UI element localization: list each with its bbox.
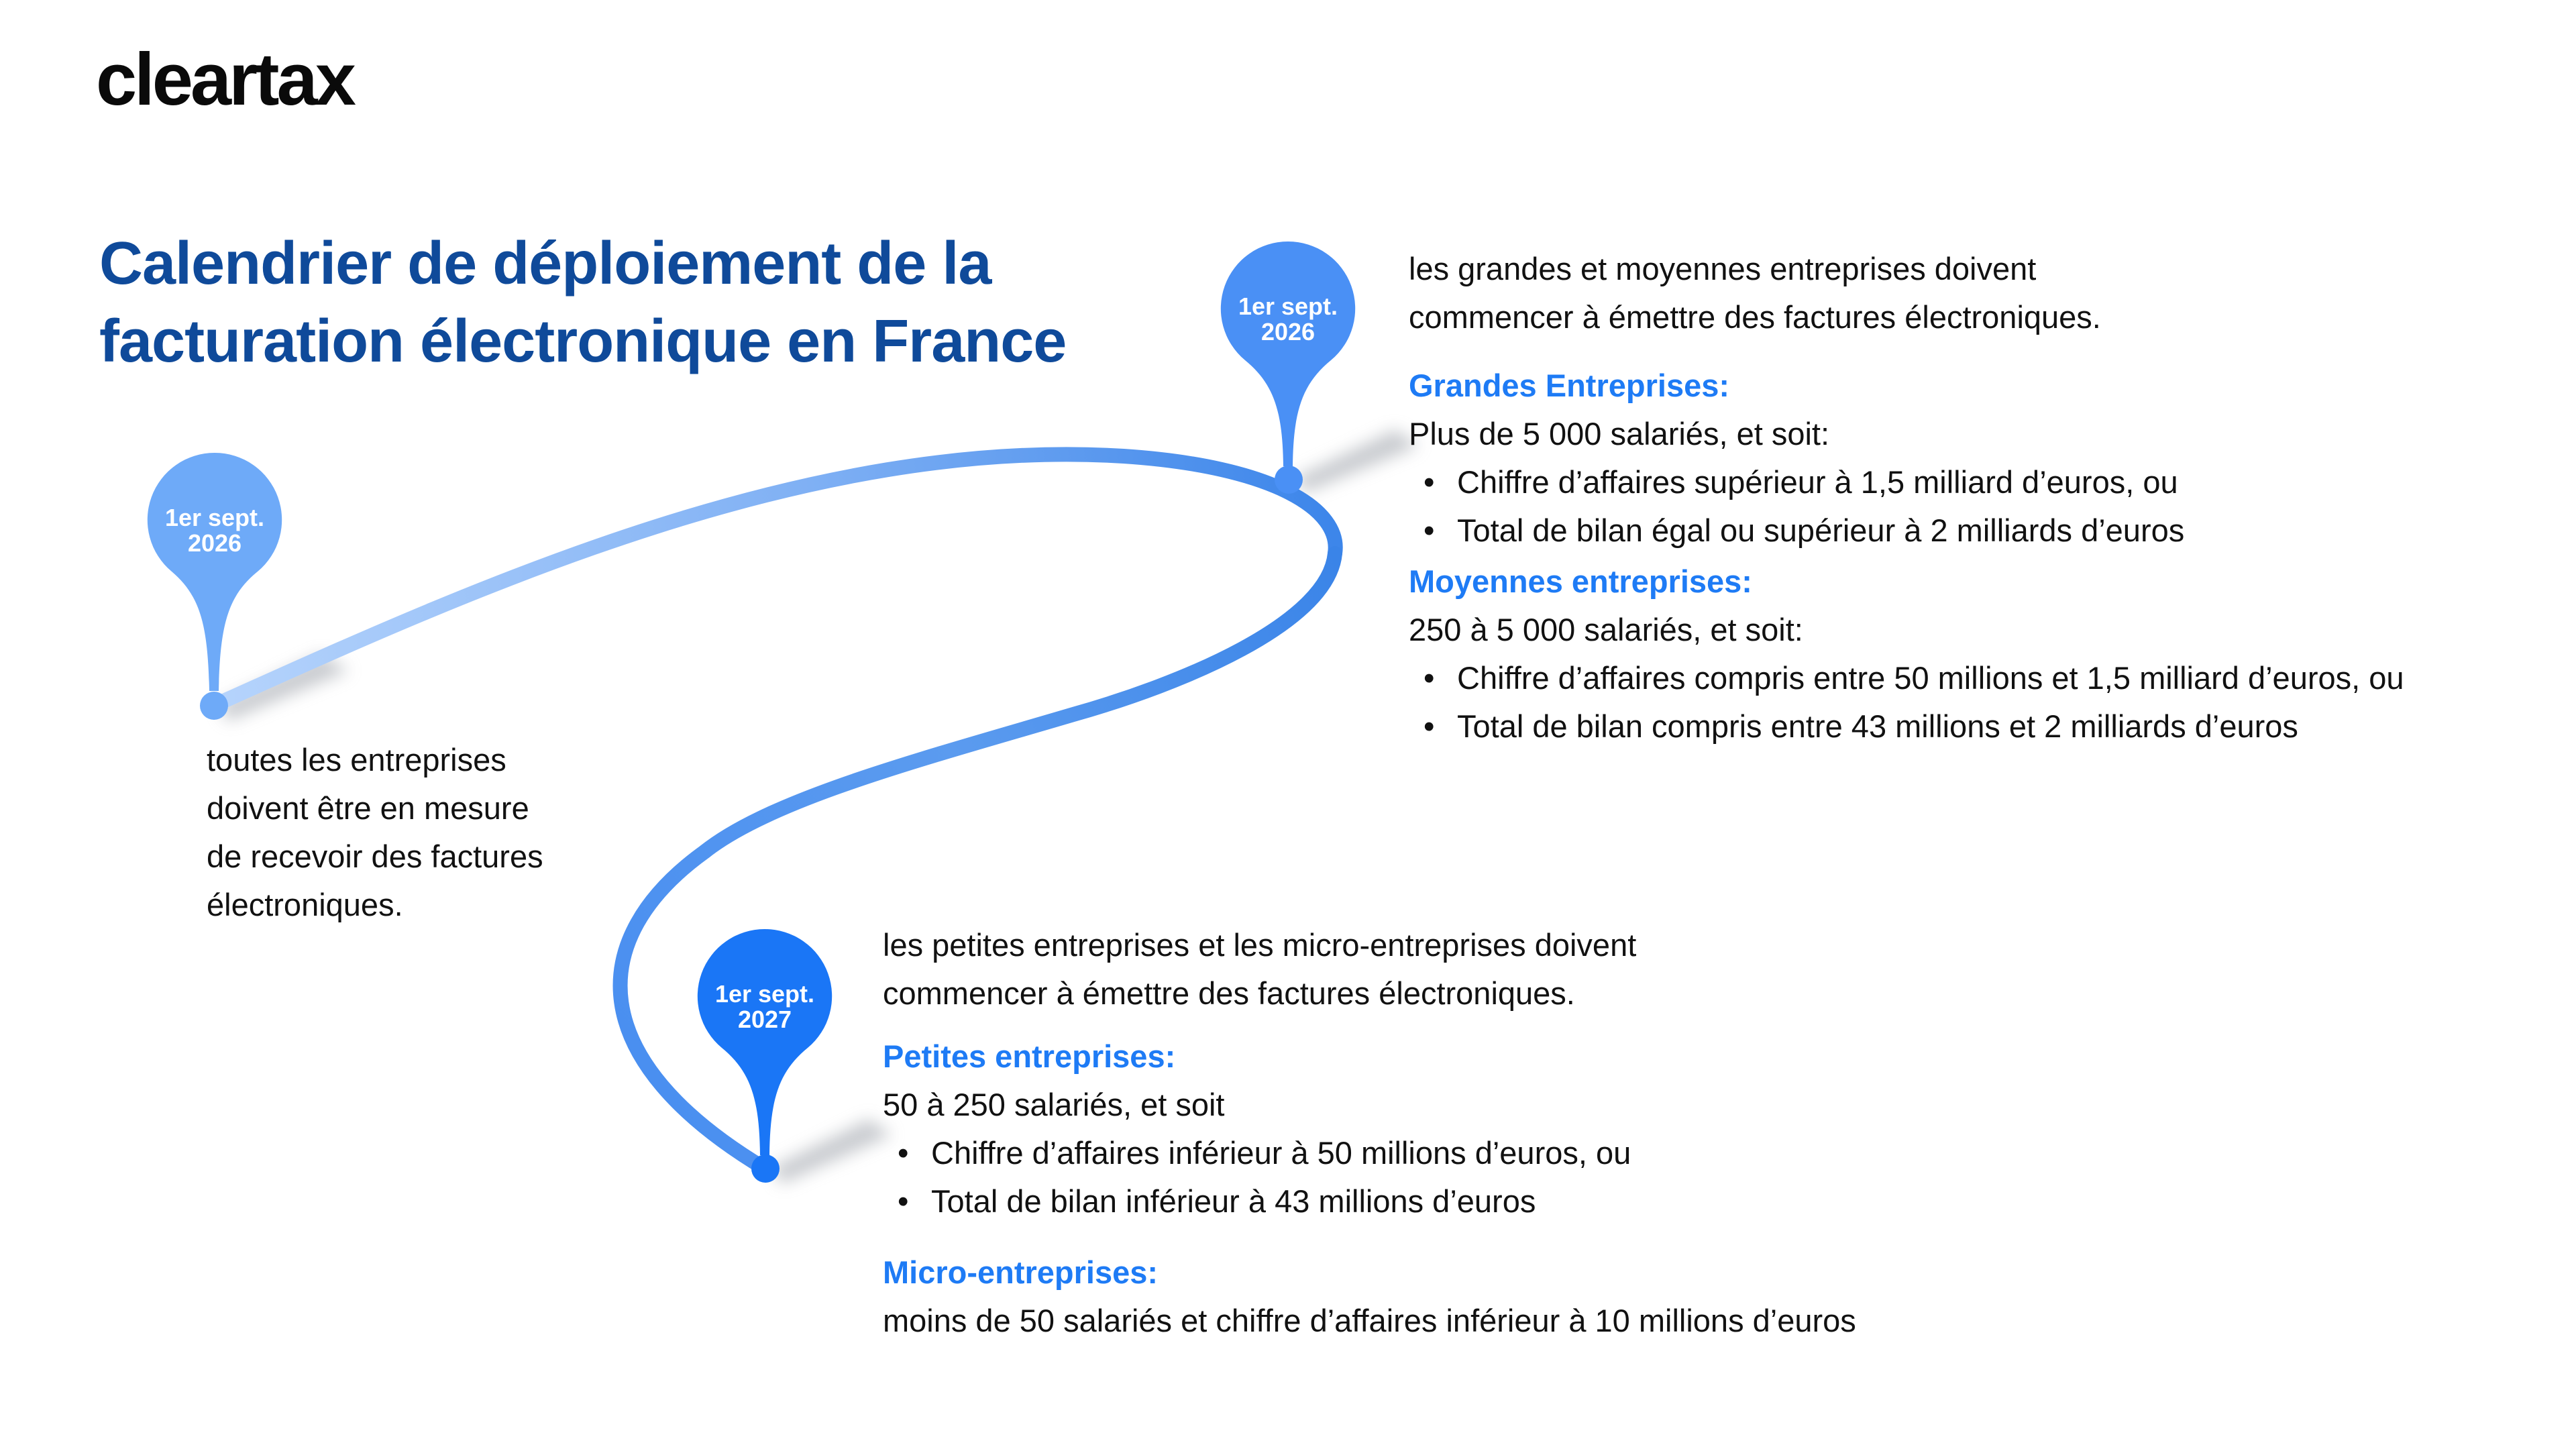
bullet-item bbox=[1409, 702, 2404, 751]
intro-line: les petites entreprises et les micro-entreprises doivent bbox=[883, 927, 1637, 963]
bullet-item bbox=[883, 1177, 1856, 1226]
category-criteria: 50 à 250 salariés, et soit bbox=[883, 1087, 1225, 1122]
category-bullets bbox=[1409, 458, 2404, 555]
bullet-item bbox=[1409, 654, 2404, 702]
cleartax-logo: cleartax bbox=[96, 38, 354, 121]
pin-2-date-line-1: 1er sept. bbox=[1238, 292, 1338, 320]
bullet-text: Total de bilan inférieur à 43 millions d’euros bbox=[931, 1183, 1536, 1219]
bullet-text: Total de bilan compris entre 43 millions et 2 milliards d’euros bbox=[1457, 708, 2298, 744]
pin-3-date-line-1: 1er sept. bbox=[714, 980, 815, 1008]
timeline-path-upper bbox=[213, 454, 1336, 706]
description-line: doivent être en mesure bbox=[207, 790, 529, 826]
bullet-text: Total de bilan égal ou supérieur à 2 milliards d’euros bbox=[1457, 513, 2185, 548]
milestone-3-description bbox=[883, 921, 1856, 1345]
bullet-item bbox=[1409, 506, 2404, 555]
description-line: de recevoir des factures bbox=[207, 839, 543, 874]
intro-line: les grandes et moyennes entreprises doivent bbox=[1409, 251, 2037, 286]
bullet-text: Chiffre d’affaires supérieur à 1,5 milliard d’euros, ou bbox=[1457, 464, 2178, 500]
description-line: toutes les entreprises bbox=[207, 742, 506, 777]
intro-line: commencer à émettre des factures électroniques. bbox=[883, 975, 1575, 1011]
pin-2-date-line-2: 2026 bbox=[1260, 318, 1316, 345]
category-bullets bbox=[883, 1129, 1856, 1226]
category-heading-petites: Petites entreprises: bbox=[883, 1038, 1176, 1074]
pin-3-date-line-2: 2027 bbox=[737, 1006, 792, 1033]
category-bullets bbox=[1409, 654, 2404, 751]
category-criteria: 250 à 5 000 salariés, et soit: bbox=[1409, 612, 1803, 647]
title-line-2: facturation électronique en France bbox=[99, 308, 1067, 375]
bullet-icon: • bbox=[1424, 464, 1435, 500]
category-criteria: Plus de 5 000 salariés, et soit: bbox=[1409, 416, 1830, 451]
bullet-icon: • bbox=[898, 1183, 909, 1219]
milestone-pin-2 bbox=[1221, 241, 1355, 494]
description-line: électroniques. bbox=[207, 887, 403, 922]
bullet-icon: • bbox=[1424, 660, 1435, 696]
category-heading-grandes: Grandes Entreprises: bbox=[1409, 368, 1730, 403]
category-heading-micro: Micro-entreprises: bbox=[883, 1254, 1159, 1290]
milestone-1-description bbox=[207, 736, 543, 929]
intro-line: commencer à émettre des factures électroniques. bbox=[1409, 299, 2101, 335]
pin-1-date-line-2: 2026 bbox=[187, 529, 242, 557]
bullet-icon: • bbox=[1424, 513, 1435, 548]
pin-1-date-line-1: 1er sept. bbox=[164, 504, 265, 531]
title-line-1: Calendrier de déploiement de la bbox=[99, 230, 991, 297]
bullet-icon: • bbox=[1424, 708, 1435, 744]
bullet-item bbox=[1409, 458, 2404, 506]
bullet-text: Chiffre d’affaires compris entre 50 millions et 1,5 milliard d’euros, ou bbox=[1457, 660, 2404, 696]
bullet-icon: • bbox=[898, 1135, 909, 1171]
category-criteria: moins de 50 salariés et chiffre d’affaires inférieur à 10 millions d’euros bbox=[883, 1303, 1856, 1338]
milestone-2-description bbox=[1409, 245, 2404, 751]
bullet-text: Chiffre d’affaires inférieur à 50 millions d’euros, ou bbox=[931, 1135, 1631, 1171]
bullet-item bbox=[883, 1129, 1856, 1177]
category-heading-moyennes: Moyennes entreprises: bbox=[1409, 564, 1752, 599]
